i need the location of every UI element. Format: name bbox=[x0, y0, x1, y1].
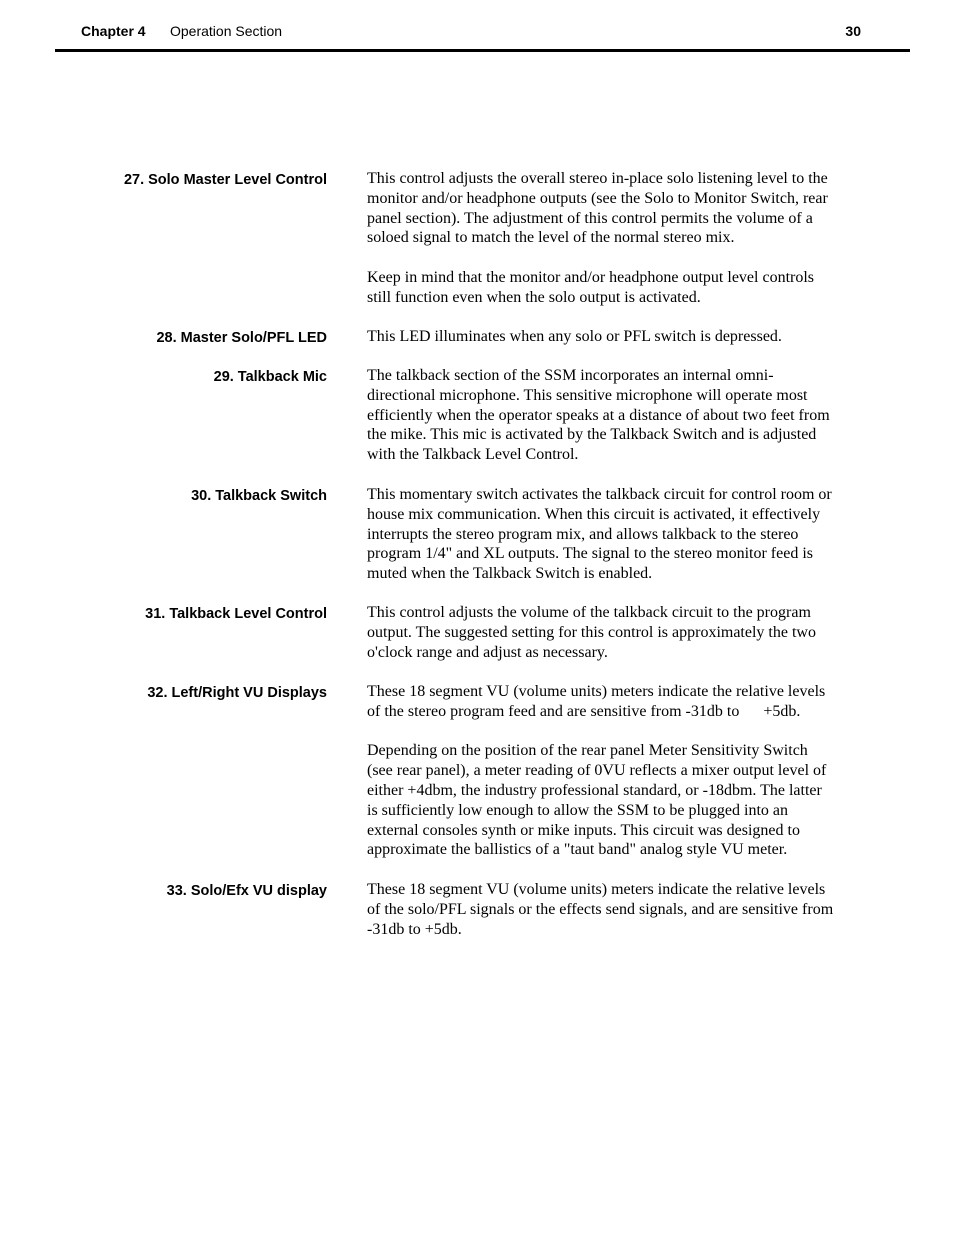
paragraph bbox=[367, 268, 872, 308]
text-line: output. The suggested setting for this control is approximately the two bbox=[367, 623, 816, 641]
text-line: This control adjusts the overall stereo in-place solo listening level to the bbox=[367, 170, 828, 187]
paragraph bbox=[367, 366, 872, 465]
entry-term: 33. Solo/Efx VU display bbox=[166, 883, 327, 899]
text-line: external consoles synth or mike inputs. This circuit was designed to bbox=[367, 821, 800, 839]
entry-term: 28. Master Solo/PFL LED bbox=[156, 330, 327, 346]
text-line: still function even when the solo output is activated. bbox=[367, 288, 701, 306]
entry-term: 29. Talkback Mic bbox=[213, 369, 327, 385]
paragraph bbox=[367, 327, 872, 347]
entry-term: 32. Left/Right VU Displays bbox=[147, 685, 327, 701]
text-line: muted when the Talkback Switch is enabled. bbox=[367, 565, 653, 583]
text-line: of the solo/PFL signals or the effects send signals, and are sensitive from bbox=[367, 900, 834, 918]
entry-description bbox=[367, 169, 872, 308]
text-line: interrupts the stereo program mix, and allows talkback to the stereo bbox=[367, 525, 799, 543]
text-line: monitor and/or headphone outputs (see the Solo to Monitor Switch, rear bbox=[367, 189, 828, 207]
entry-term: 30. Talkback Switch bbox=[191, 488, 327, 504]
entry-description bbox=[367, 327, 872, 347]
paragraph bbox=[367, 880, 872, 939]
text-line: either +4dbm, the industry professional standard, or -18dbm. The latter bbox=[367, 781, 822, 799]
text-line: panel section). The adjustment of this control permits the volume of a bbox=[367, 209, 813, 227]
chapter-label: Chapter 4 bbox=[81, 23, 146, 39]
paragraph bbox=[367, 682, 872, 722]
entry-term: 31. Talkback Level Control bbox=[145, 606, 327, 622]
text-line: directional microphone. This sensitive microphone will operate most bbox=[367, 386, 808, 404]
paragraph bbox=[367, 485, 872, 584]
paragraph bbox=[367, 603, 872, 662]
text-line: house mix communication. When this circuit is activated, it effectively bbox=[367, 505, 821, 523]
text-line: These 18 segment VU (volume units) meters indicate the relative levels bbox=[367, 881, 826, 898]
text-line: the mike. This mic is activated by the Talkback Switch and is adjusted bbox=[367, 426, 817, 444]
section-title: Operation Section bbox=[170, 23, 283, 39]
text-line: This control adjusts the volume of the talkback circuit to the program bbox=[367, 604, 811, 621]
entry-description bbox=[367, 880, 872, 939]
page-header bbox=[55, 0, 910, 52]
paragraph bbox=[367, 169, 872, 248]
text-line: -31db to +5db. bbox=[367, 920, 462, 938]
text-line: This LED illuminates when any solo or PFL switch is depressed. bbox=[367, 328, 782, 345]
text-line: These 18 segment VU (volume units) meters indicate the relative levels bbox=[367, 683, 826, 700]
text-line: efficiently when the operator speaks at a distance of about two feet from bbox=[367, 406, 830, 424]
text-line: soloed signal to match the level of the normal stereo mix. bbox=[367, 229, 735, 247]
entry-description bbox=[367, 682, 872, 860]
text-line: This momentary switch activates the talkback circuit for control room or bbox=[367, 486, 832, 503]
text-line: of the stereo program feed and are sensitive from -31db to +5db. bbox=[367, 702, 801, 720]
text-line: program 1/4" and XL outputs. The signal to the stereo monitor feed is bbox=[367, 545, 813, 563]
text-line: o'clock range and adjust as necessary. bbox=[367, 643, 608, 661]
entry-term: 27. Solo Master Level Control bbox=[123, 172, 327, 188]
text-line: approximate the ballistics of a "taut band" analog style VU meter. bbox=[367, 841, 788, 859]
text-line: Depending on the position of the rear panel Meter Sensitivity Switch bbox=[367, 742, 808, 760]
text-line: (see rear panel), a meter reading of 0VU reflects a mixer output level of bbox=[367, 762, 827, 780]
text-line: The talkback section of the SSM incorporates an internal omni- bbox=[367, 367, 774, 384]
entry-description bbox=[367, 485, 872, 584]
entry-description bbox=[367, 603, 872, 662]
page-number: 30 bbox=[845, 23, 861, 39]
paragraph bbox=[367, 741, 872, 860]
text-line: Keep in mind that the monitor and/or headphone output level controls bbox=[367, 268, 815, 286]
text-line: is sufficiently low enough to allow the SSM to be plugged into an bbox=[367, 801, 788, 819]
text-line: with the Talkback Level Control. bbox=[367, 446, 579, 464]
entry-description bbox=[367, 366, 872, 465]
